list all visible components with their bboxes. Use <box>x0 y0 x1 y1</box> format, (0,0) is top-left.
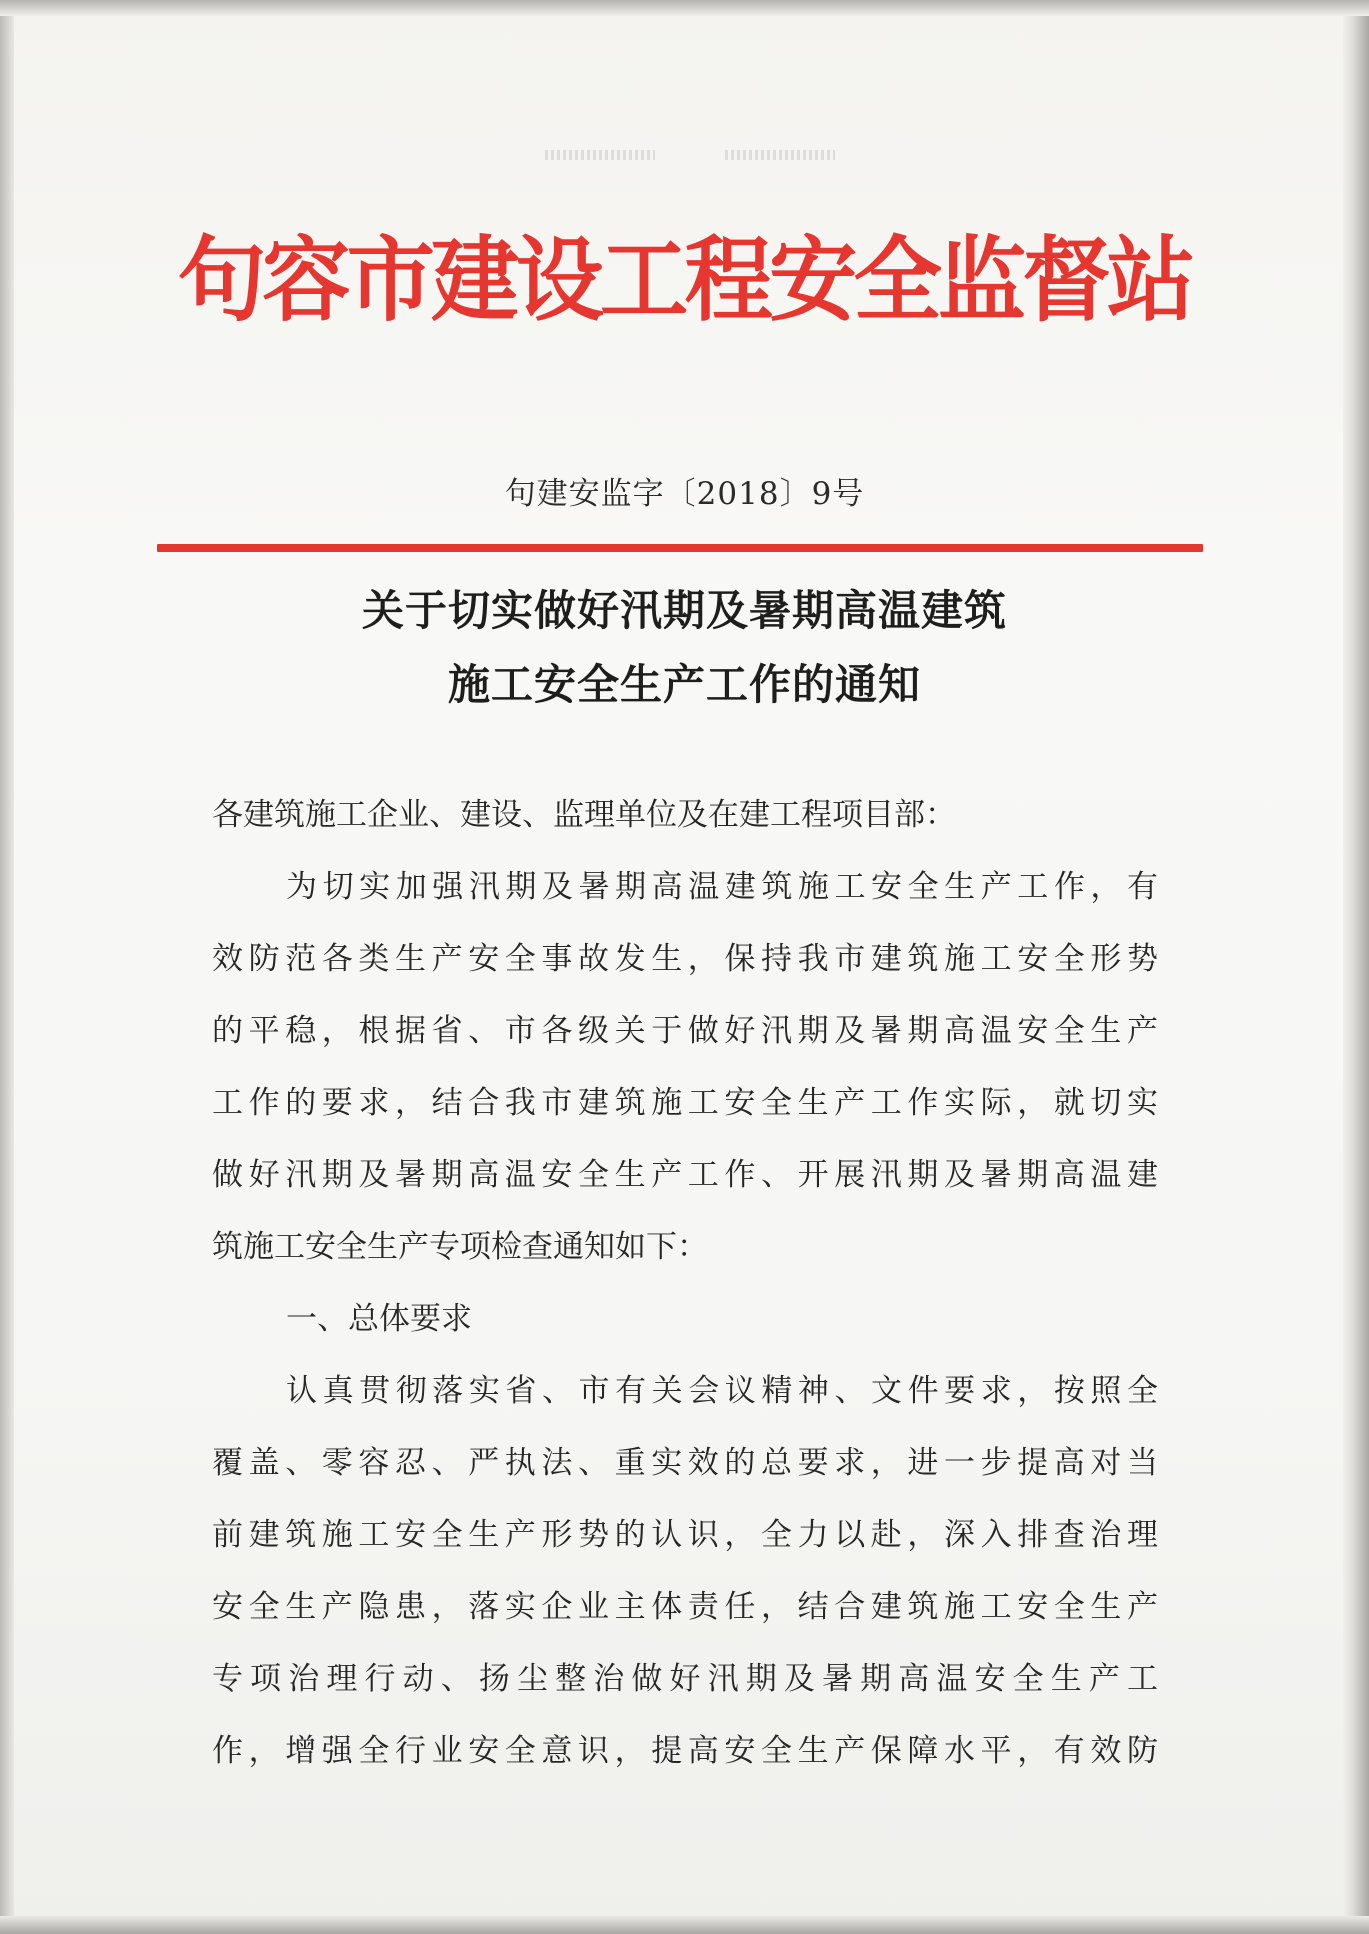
paragraph-line: 作，增强全行业安全意识，提高安全生产保障水平，有效防 <box>212 1733 1158 1769</box>
paragraph-line: 覆盖、零容忍、严执法、重实效的总要求，进一步提高对当 <box>212 1445 1158 1481</box>
paragraph-line: 做好汛期及暑期高温安全生产工作、开展汛期及暑期高温建 <box>212 1157 1158 1193</box>
paragraph-line: 前建筑施工安全生产形势的认识，全力以赴，深入排查治理 <box>212 1517 1158 1553</box>
document-number: 句建安监字〔2018〕9号 <box>504 476 865 512</box>
paragraph-line: 工作的要求，结合我市建筑施工安全生产工作实际，就切实 <box>212 1085 1158 1121</box>
section-heading: 一、总体要求 <box>286 1301 472 1337</box>
scan-edge-right <box>1343 0 1369 1934</box>
show-through-mark <box>725 150 835 160</box>
scan-edge-bottom <box>0 1916 1369 1934</box>
paragraph-line: 认真贯彻落实省、市有关会议精神、文件要求，按照全 <box>286 1373 1158 1409</box>
paragraph-line: 的平稳，根据省、市各级关于做好汛期及暑期高温安全生产 <box>212 1013 1158 1049</box>
paragraph-line: 筑施工安全生产专项检查通知如下： <box>212 1229 708 1265</box>
paragraph-line: 为切实加强汛期及暑期高温建筑施工安全生产工作，有 <box>286 869 1158 905</box>
red-divider-line <box>157 544 1203 552</box>
scan-edge-top <box>0 0 1369 16</box>
paragraph-line: 专项治理行动、扬尘整治做好汛期及暑期高温安全生产工 <box>212 1661 1158 1697</box>
recipients-line: 各建筑施工企业、建设、监理单位及在建工程项目部： <box>212 797 956 833</box>
paragraph-line: 效防范各类生产安全事故发生，保持我市建筑施工安全形势 <box>212 941 1158 977</box>
scan-edge-left <box>0 0 14 1934</box>
paragraph-line: 安全生产隐患，落实企业主体责任，结合建筑施工安全生产 <box>212 1589 1158 1625</box>
show-through-mark <box>545 150 655 160</box>
letterhead-title: 句容市建设工程安全监督站 <box>177 226 1192 334</box>
notice-title-line-2: 施工安全生产工作的通知 <box>447 660 921 709</box>
notice-title-line-1: 关于切实做好汛期及暑期高温建筑 <box>361 586 1007 635</box>
